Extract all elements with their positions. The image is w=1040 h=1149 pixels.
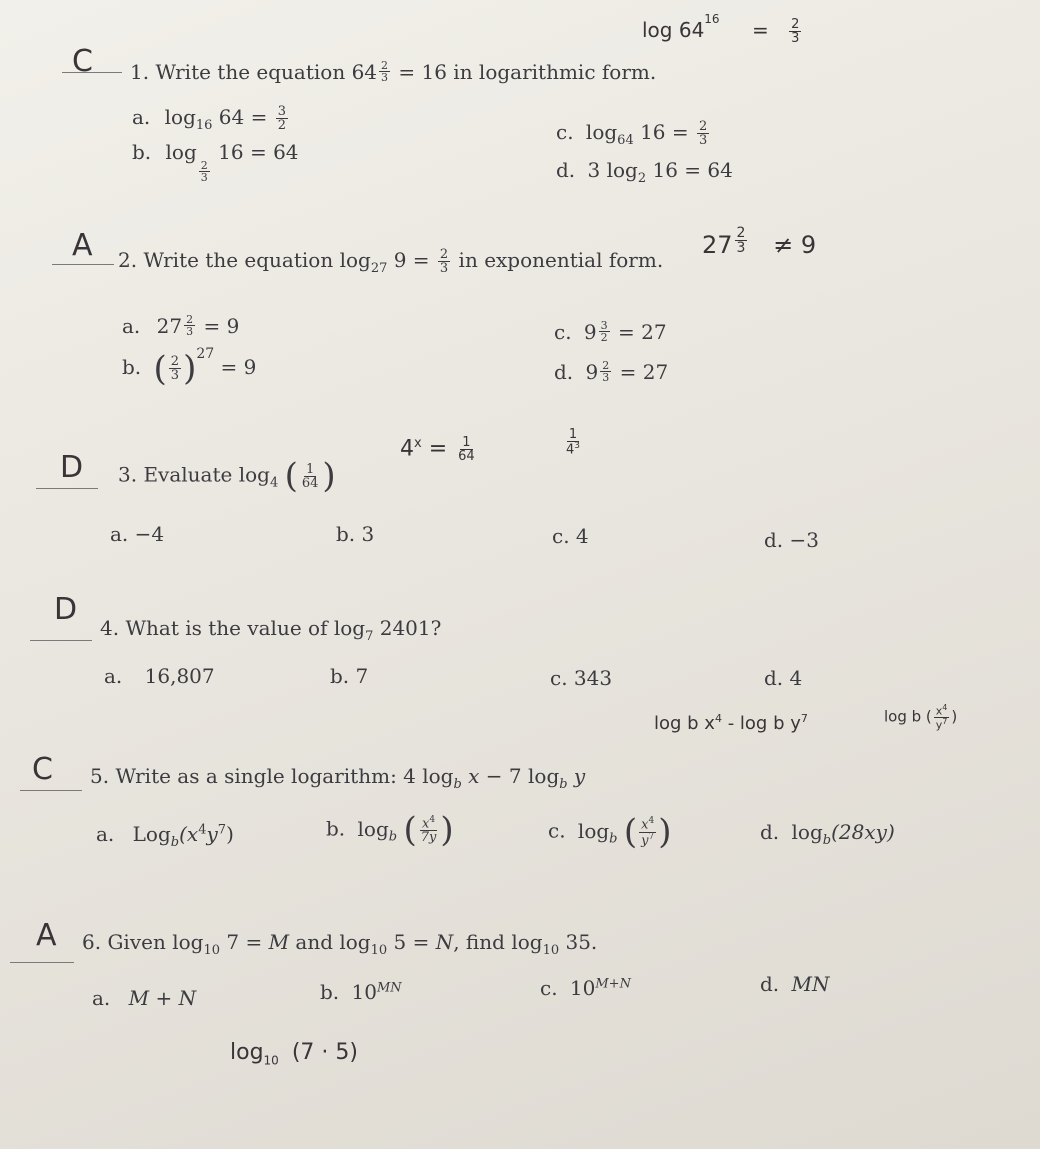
q5-option-b: b. $\log_b$ ( $\frac{x^4}{7y}$ ): [326, 810, 454, 850]
q6-handwritten-work: $\log_{10} (7 \cdot 5)$: [230, 1040, 358, 1068]
q5-option-a: a. $Log_b(x^4y^7)$: [96, 822, 234, 850]
q4-answer-line: [30, 640, 92, 641]
q4-option-b: b. 7: [330, 664, 369, 688]
q2-option-b: b. ( $\frac{2}{3}$ )$^{27}$ = 9: [122, 346, 257, 389]
q1-prompt: 1. Write the equation 64 $\frac{2}{3}$ = 16 in logarithmic form.: [130, 59, 657, 84]
q6-answer-line: [10, 962, 74, 963]
q1-option-b: b. log $\frac{2}{3}$ 16 = 64: [132, 140, 299, 184]
q3-option-d: d. −3: [764, 528, 819, 552]
q5-handwritten-work: log b $x^4$ - log b $y^7$: [654, 712, 808, 734]
q4-option-d: d. 4: [764, 666, 803, 690]
q3-handwritten-work: $4^x$ = $\frac{1}{64}$: [400, 435, 475, 464]
q3-option-a: a. −4: [110, 522, 165, 546]
q6-option-d: d. MN: [760, 972, 830, 996]
q3-prompt: 3. Evaluate $\log_4$ ( $\frac{1}{64}$ ): [118, 456, 336, 496]
q1-answer-mark: C: [72, 44, 93, 79]
q2-option-d: d. 9 $\frac{2}{3}$ = 27: [554, 359, 669, 384]
q6-prompt: 6. Given $\log_{10} 7 = M$ and $\log_{10} 5 = N$, find $\log_{10} 35$.: [82, 930, 598, 958]
q2-option-a: a. 27 $\frac{2}{3}$ = 9: [122, 313, 240, 338]
q1-work-log: log 64: [642, 18, 705, 42]
q4-option-c: c. 343: [550, 666, 613, 690]
q6-answer-mark: A: [36, 918, 57, 953]
q1-work-frac: $\frac{2}{3}$: [791, 17, 800, 46]
q6-option-a: a. M + N: [92, 986, 197, 1010]
q2-handwritten-work: 27 $\frac{2}{3}$ ≠ 9: [702, 225, 817, 259]
q1-work-eq: =: [751, 18, 769, 42]
q4-answer-mark: D: [54, 592, 78, 627]
q3-answer-mark: D: [60, 450, 84, 485]
q5-answer-mark: C: [32, 752, 53, 787]
q4-option-a: a. 16,807: [104, 664, 215, 688]
q2-option-c: c. 9 $\frac{3}{2}$ = 27: [554, 319, 667, 344]
q2-answer-line: [52, 264, 114, 265]
q3-option-b: b. 3: [336, 522, 375, 546]
q5-option-c: c. $\log_b$ ( $\frac{x^4}{y^7}$ ): [548, 812, 672, 852]
q5-handwritten-work-2: log b ( $\frac{x^4}{y^7}$ ): [884, 703, 958, 732]
q6-option-c: c. $10^{M+N}$: [540, 976, 631, 1000]
q2-answer-mark: A: [72, 228, 93, 263]
q1-option-d: d. 3 $\log_2 16 = 64$: [556, 158, 733, 186]
q1-option-a: a. $\log_{16} 64$ = $\frac{3}{2}$: [132, 104, 287, 133]
q3-option-c: c. 4: [552, 524, 589, 548]
q2-prompt: 2. Write the equation $\log_{27} 9$ = $\frac{2}{3}$ in exponential form.: [118, 247, 664, 276]
q5-answer-line: [20, 790, 82, 791]
q5-prompt: 5. Write as a single logarithm: 4 $\log_b x - 7$ $\log_b y$: [90, 764, 586, 792]
q4-prompt: 4. What is the value of $\log_7 2401$?: [100, 616, 442, 644]
q1-handwritten-work: [642, 12, 803, 45]
q1-work-sup: 16: [704, 12, 720, 26]
q3-handwritten-work-2: $\frac{1}{4^3}$: [566, 427, 581, 458]
q5-option-d: d. $\log_b(28xy)$: [760, 820, 895, 848]
q6-option-b: b. $10^{MN}$: [320, 980, 402, 1004]
q3-answer-line: [36, 488, 98, 489]
q1-option-c: c. $\log_{64} 16$ = $\frac{2}{3}$: [556, 119, 708, 148]
